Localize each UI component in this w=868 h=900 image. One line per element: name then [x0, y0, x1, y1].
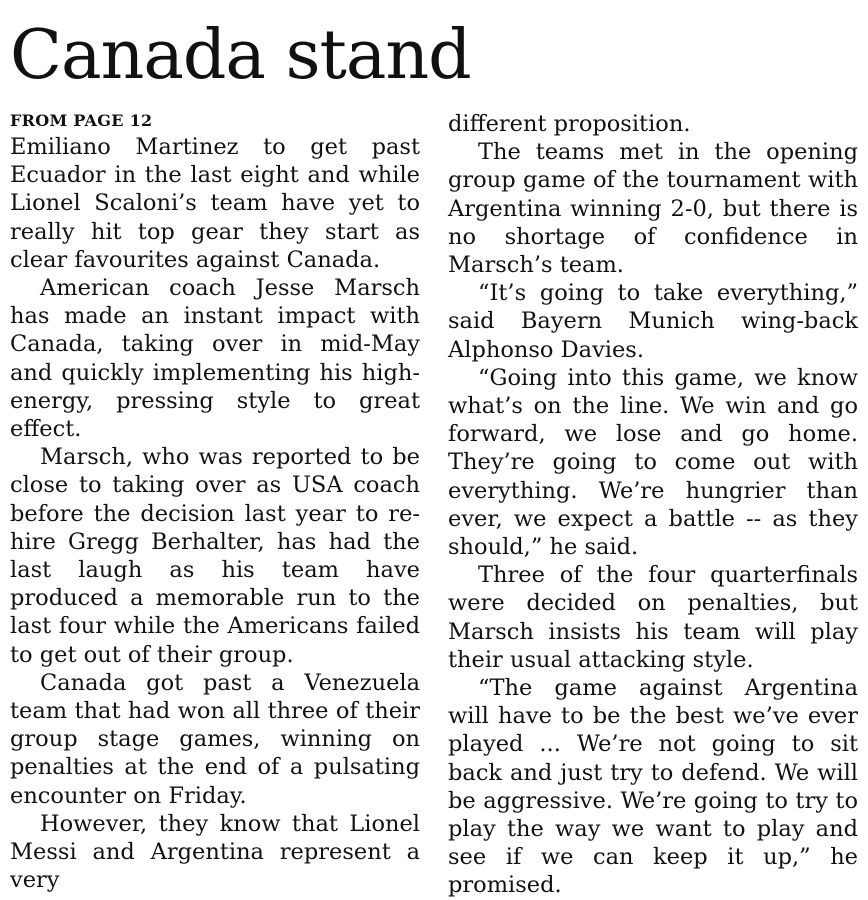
paragraph: “The game against Argentina will have to be the best we’ve ever played ... We’re not going to sit back and just try to defend. We will be aggressive. We’re going to try to play the way we want to play and see if we can keep it up,” he promised.	[448, 675, 858, 899]
paragraph: Three of the four quarterfinals were decided on penalties, but Marsch insists his team will play their usual attacking style.	[448, 562, 858, 673]
left-column	[10, 133, 420, 894]
paragraph: Marsch, who was reported to be close to taking over as USA coach before the decision last year to re-hire Gregg Berhalter, has had the last laugh as his team have produced a memorable run to the last four while the Americans failed to get out of their group.	[10, 444, 420, 668]
headline: Canada stand	[10, 16, 471, 95]
paragraph: “Going into this game, we know what’s on the line. We win and go forward, we lose and go home. They’re going to come out with everything. We’re hungrier than ever, we expect a battle -- as they should,” he said.	[448, 364, 858, 561]
paragraph: However, they know that Lionel Messi and Argentina represent a very	[10, 810, 420, 894]
paragraph: Canada got past a Venezuela team that had won all three of their group stage games, winning on penalties at the end of a pulsating encounter on Friday.	[10, 669, 420, 809]
paragraph: “It’s going to take everything,” said Bayern Munich wing-back Alphonso Davies.	[448, 280, 858, 363]
paragraph: Emiliano Martinez to get past Ecuador in the last eight and while Lionel Scaloni’s team have yet to really hit top gear they start as clear favourites against Canada.	[10, 134, 420, 273]
paragraph: American coach Jesse Marsch has made an instant impact with Canada, taking over in mid-May and quickly implementing his high-energy, pressing style to great effect.	[10, 275, 420, 443]
paragraph: The teams met in the opening group game of the tournament with Argentina winning 2-0, but there is no shortage of confidence in Marsch’s team.	[448, 139, 858, 279]
jumpline: FROM PAGE 12	[10, 111, 153, 130]
right-column	[448, 110, 858, 900]
paragraph: different proposition.	[448, 111, 691, 137]
